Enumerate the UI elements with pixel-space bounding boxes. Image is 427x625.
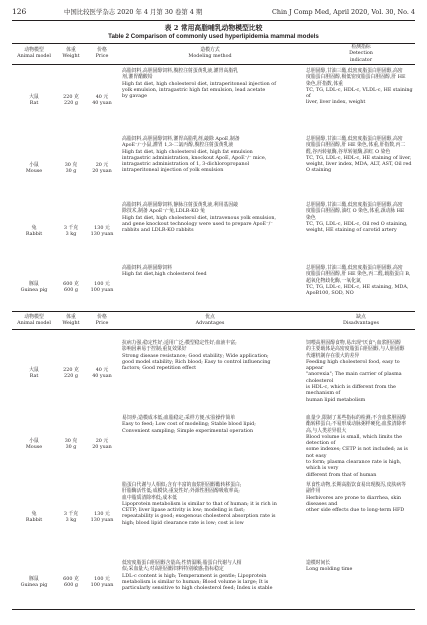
- row-detection-indicator-line: TC, TG, LDL-c, HDL-c, Oil red O staining,: [306, 220, 408, 227]
- row-detection-indicator-line: 度脂蛋白胆固醇,油红 O 染色,体重,颈动脉 HE: [306, 208, 405, 215]
- page-number: 126: [12, 7, 27, 16]
- row-detection-indicator-line: 度脂蛋白胆固醇,极低密度脂蛋白胆固醇,肝 HE: [306, 74, 406, 81]
- header-detection-indicator-line: indicator: [349, 56, 373, 63]
- row-advantages-line: factors; Good repetition effect: [122, 365, 197, 372]
- header-advantages: [122, 314, 298, 327]
- row-animal-name-line: Mouse: [25, 444, 43, 450]
- header-weight-line: 体重: [66, 314, 76, 320]
- header-price: [87, 314, 117, 327]
- row-disadvantages: [306, 482, 416, 513]
- row-disadvantages-line: human lipid metabolism: [306, 396, 366, 403]
- row-advantages-line: metabolism is similar to human; Blood volume is large; It is: [122, 578, 269, 585]
- row-disadvantages-line: 造模时间长: [306, 560, 331, 566]
- row-disadvantages-line: other side effects due to long-term HFD: [306, 507, 405, 514]
- row-detection-indicator-line: weight, HE staining of carotid artery: [306, 227, 397, 234]
- row-modeling-method-line: High fat diet, high cholesterol diet, intravenous yolk emulsion,: [122, 214, 277, 221]
- row-price-line: 20 yuan: [92, 168, 112, 174]
- row-detection-indicator-line: 总胆固醇,甘油三酯,低密度脂蛋白胆固醇,高密: [306, 265, 403, 271]
- row-price-line: 20 yuan: [92, 444, 112, 450]
- row-advantages-line: 肝脂酶活性低;成模快;重复性好;外源性胆固醇吸收率高;: [122, 488, 240, 495]
- row-detection-indicator: [306, 202, 416, 233]
- row-disadvantages-line: is HDL-c, which is different from the mechanism of: [306, 384, 396, 397]
- row-weight-line: 600 g: [64, 287, 78, 293]
- row-animal-name-line: Guinea pig: [20, 582, 48, 588]
- header-weight: [56, 47, 86, 60]
- row-advantages-line: 似;采血量大;对高胆固醇饲料特别敏感;指标稳定: [122, 566, 224, 573]
- row-animal-name: [12, 415, 56, 473]
- row-weight: [56, 68, 86, 132]
- row-modeling-method-line: and gene knockout technology were used to prepare ApoE⁻/⁻: [122, 220, 273, 227]
- header-rule-part1: [12, 64, 415, 65]
- row-advantages-line: Lipoprotein metabolism is similar to that of human; it is rich in: [122, 500, 277, 507]
- row-price: [87, 68, 117, 132]
- row-detection-indicator-line: 染色,肝指数,体重: [306, 80, 343, 87]
- row-animal-name-line: 豚鼠: [29, 575, 39, 582]
- row-modeling-method-line: intraperitoneal injection of yolk emulsion: [122, 167, 224, 174]
- row-detection-indicator-line: TC, TG, LDL-c, HDL-c, VLDL-c, HE staining of: [306, 86, 413, 100]
- header-animal-model: [12, 314, 56, 327]
- table-caption-en: Table 2 Comparison of commonly used hyperlipidemia mammal models: [108, 33, 319, 40]
- journal-title-en: Chin J Comp Med, April 2020, Vol. 30, No. 4: [271, 8, 415, 16]
- row-weight: [56, 482, 86, 552]
- row-detection-indicator-line: 超氧化物歧化酶,一氧化氮: [306, 277, 361, 284]
- row-weight: [56, 340, 86, 406]
- row-weight-line: 3 千克: [63, 224, 79, 231]
- row-advantages-line: 抗病力强;稳定性好;适用广泛;模型稳定性好;血液丰富;: [122, 340, 237, 346]
- row-detection-indicator-line: O staining: [306, 167, 332, 174]
- row-price-line: 100 yuan: [90, 582, 114, 588]
- row-weight: [56, 136, 86, 200]
- row-modeling-method-line: 高脂饲料,高胆固醇饲料,腹腔注射蛋黄乳液,灌胃高脂乳: [122, 68, 239, 74]
- row-price-line: 100 元: [94, 280, 110, 287]
- row-detection-indicator-line: liver, liver index, weight: [306, 99, 366, 106]
- row-modeling-method-line: 除技术,制备 ApoE⁻/⁻兔,LDLR-KO 兔: [122, 208, 205, 215]
- row-advantages-line: Convenient sampling; Simple experimental operation: [122, 427, 254, 434]
- header-animal-model-line: 动物模型: [24, 47, 44, 53]
- row-detection-indicator: [306, 68, 416, 106]
- row-advantages-line: LDL-c content is high; Temperament is gentle; Lipoprotein: [122, 572, 267, 579]
- row-modeling-method-line: ApoE⁻/⁻小鼠,灌胃 1,3-二氯丙醇,腹腔注射蛋黄乳液: [122, 142, 234, 149]
- row-detection-indicator-line: TC, TG, LDL-c, HDL-c, HE staining, MDA,: [306, 283, 409, 290]
- row-disadvantages-line: "anorexia"; The main carrier of plasma cholesterol: [306, 371, 402, 384]
- header-modeling-method: [122, 47, 298, 60]
- row-animal-name-line: 小鼠: [29, 437, 39, 444]
- row-animal-name: [12, 265, 56, 309]
- row-disadvantages-line: 高,与人类差异很大: [306, 427, 347, 434]
- row-disadvantages-line: 副作用: [306, 488, 321, 495]
- row-weight-line: 3 kg: [65, 517, 77, 523]
- row-weight-line: 220 克: [63, 366, 79, 373]
- row-weight-line: 220 g: [64, 373, 78, 379]
- row-advantages-line: 脂蛋白代谢与人相似;含有丰富的血浆胆固醇酯转移蛋白;: [122, 482, 242, 488]
- header-weight: [56, 314, 86, 327]
- row-advantages-line: high; blood lipid clearance rate is low; cost is low: [122, 519, 244, 526]
- row-modeling-method-line: by gavage: [122, 93, 147, 100]
- row-detection-indicator-line: ApoB100, SOD, NO: [306, 290, 354, 297]
- row-modeling-method-line: 高脂饲料,高胆固醇饲料,灌胃高脂乳剂,敲除 ApoE,制备: [122, 136, 240, 142]
- row-modeling-method: [122, 68, 298, 99]
- header-price-line: Price: [95, 53, 109, 60]
- row-disadvantages-line: some indexes; CETP is not included; as is not easy: [306, 446, 408, 459]
- header-animal-model-line: 动物模型: [24, 314, 44, 320]
- row-disadvantages-line: 饲喂高胆固醇食物,易出现"厌食";血浆胆固醇: [306, 340, 401, 346]
- row-disadvantages-line: 酯转移蛋白;不易形成动脉粥样硬化;血浆清除率: [306, 421, 407, 428]
- row-advantages-line: 影响因素易于控制;重复效果好: [122, 346, 187, 353]
- row-advantages: [122, 482, 298, 526]
- row-price: [87, 560, 117, 604]
- header-price: [87, 47, 117, 60]
- table-bottom-rule: [12, 609, 415, 610]
- header-weight-line: Weight: [62, 53, 80, 60]
- row-disadvantages-line: 草食性动物,长期高脂饮食易出现腹泻,皮肤病等: [306, 482, 406, 488]
- row-modeling-method-line: 剂,灌胃醋酸铅: [122, 74, 153, 81]
- row-price-line: 100 元: [94, 575, 110, 582]
- row-advantages-line: 低密度脂蛋白胆固醇含量高;性情温顺;脂蛋白代谢与人相: [122, 560, 242, 566]
- header-rule-part2: [12, 329, 415, 330]
- header-disadvantages: [306, 314, 416, 327]
- row-advantages: [122, 415, 298, 434]
- row-animal-name: [12, 482, 56, 552]
- row-weight: [56, 560, 86, 604]
- row-weight-line: 600 克: [63, 575, 79, 582]
- row-animal-name-line: 兔: [31, 224, 37, 231]
- header-detection-indicator-line: 检测指标: [351, 44, 371, 50]
- row-weight-line: 220 g: [64, 100, 78, 106]
- row-advantages-line: good model stability; Rich blood; Easy to control influencing: [122, 358, 271, 365]
- row-advantages-line: Strong disease resistance; Good stability; Wide application;: [122, 352, 269, 359]
- row-weight-line: 30 克: [64, 437, 78, 444]
- row-disadvantages: [306, 415, 416, 478]
- row-price-line: 130 元: [94, 224, 110, 231]
- row-animal-name-line: Rabbit: [25, 517, 43, 523]
- row-modeling-method-line: High fat diet,high cholesterol feed: [122, 271, 207, 278]
- row-animal-name-line: Rat: [29, 373, 39, 379]
- row-animal-name: [12, 340, 56, 406]
- header-rule: [12, 20, 415, 21]
- row-modeling-method-line: High fat diet, high cholesterol diet, intraperitoneal injection of: [122, 80, 277, 87]
- row-price: [87, 482, 117, 552]
- row-price-line: 130 元: [94, 510, 110, 517]
- row-modeling-method-line: High fat diet, high cholesterol diet, high fat emulsion: [122, 148, 253, 155]
- row-detection-indicator-line: 度脂蛋白胆固醇,肝 HE 染色,体重,肝指数,丙二: [306, 142, 406, 149]
- row-advantages: [122, 560, 298, 591]
- row-price-line: 130 yuan: [90, 231, 114, 237]
- row-modeling-method: [122, 136, 298, 174]
- row-disadvantages-line: Feeding high cholesterol food, easy to appear: [306, 358, 400, 372]
- header-modeling-method-line: 造模方式: [200, 47, 220, 53]
- row-advantages-line: repeatability is good; exogenous cholesterol absorption rate is: [122, 513, 276, 520]
- row-detection-indicator-line: weight, liver index, MDA, ALT, AST, Oil red: [306, 161, 412, 168]
- row-detection-indicator-line: 染色: [306, 214, 316, 221]
- row-weight-line: 30 g: [65, 444, 77, 450]
- row-detection-indicator-line: 总胆固醇,甘油三酯,低密度脂蛋白胆固醇,高密: [306, 68, 403, 74]
- row-advantages: [122, 340, 298, 371]
- row-advantages-line: 血中脂质清除率低;成本低: [122, 494, 177, 501]
- row-disadvantages-line: Herbivores are prone to diarrhea, skin diseases and: [306, 494, 401, 507]
- row-detection-indicator-line: 度脂蛋白胆固醇,肝 HE 染色,丙二醛,载脂蛋白 B,: [306, 271, 411, 278]
- header-detection-indicator-line: Detection: [349, 50, 373, 57]
- row-price: [87, 265, 117, 309]
- header-animal-model-line: Animal model: [17, 320, 51, 327]
- running-header: [12, 6, 415, 18]
- row-modeling-method-line: intragastric administration of 1, 3-dichloropropanol: [122, 161, 250, 168]
- row-disadvantages: [306, 340, 416, 403]
- row-detection-indicator-line: 总胆固醇,甘油三酯,低密度脂蛋白胆固醇,高密: [306, 136, 403, 142]
- row-modeling-method-line: intragastric administration, knockout ApoE, ApoE⁻/⁻ mice,: [122, 154, 267, 161]
- journal-title-cn: 中国比较医学杂志 2020 年 4 月第 30 卷第 4 期: [64, 8, 203, 16]
- header-advantages-line: 优点: [205, 314, 215, 320]
- row-animal-name-line: Mouse: [25, 168, 43, 174]
- row-disadvantages-line: Long molding time: [306, 566, 353, 573]
- header-price-line: 价格: [97, 47, 107, 53]
- header-advantages-line: Advantages: [195, 320, 225, 327]
- header-weight-line: Weight: [62, 320, 80, 327]
- row-price-line: 40 yuan: [92, 373, 112, 379]
- row-disadvantages-line: Blood volume is small, which limits the detection of: [306, 433, 402, 447]
- header-detection-indicator: [306, 44, 416, 63]
- header-disadvantages-line: Disadvantages: [343, 320, 379, 327]
- row-disadvantages-line: 代谢机制存在很大的差异: [306, 352, 360, 359]
- row-weight: [56, 265, 86, 309]
- row-animal-name-line: 小鼠: [29, 161, 39, 168]
- row-weight-line: 600 克: [63, 280, 79, 287]
- row-animal-name: [12, 136, 56, 200]
- row-price-line: 20 元: [95, 161, 109, 168]
- header-animal-model: [12, 47, 56, 60]
- row-price: [87, 340, 117, 406]
- row-modeling-method: [122, 202, 298, 233]
- row-animal-name-line: 大鼠: [29, 366, 39, 373]
- row-modeling-method-line: 高脂饲料,高胆固醇饲料: [122, 265, 172, 271]
- row-animal-name-line: 豚鼠: [29, 280, 39, 287]
- header-price-line: 价格: [97, 314, 107, 320]
- row-animal-name-line: Guinea pig: [20, 287, 48, 293]
- row-weight-line: 30 克: [64, 161, 78, 168]
- row-animal-name-line: 大鼠: [29, 93, 39, 100]
- row-animal-name: [12, 202, 56, 260]
- row-price-line: 40 元: [95, 93, 109, 100]
- row-modeling-method: [122, 265, 298, 278]
- row-detection-indicator-line: 醛,谷丙转氨酶,谷草转氨酶,油红 O 染色: [306, 148, 391, 155]
- row-advantages-line: 易饲养;造模成本低;血脂稳定;采样方便;实验操作简单: [122, 415, 236, 421]
- row-price: [87, 202, 117, 260]
- row-price-line: 40 元: [95, 366, 109, 373]
- row-detection-indicator-line: 总胆固醇,甘油三酯,低密度脂蛋白胆固醇,高密: [306, 202, 403, 208]
- header-animal-model-line: Animal model: [17, 53, 51, 60]
- row-animal-name: [12, 560, 56, 604]
- row-weight-line: 600 g: [64, 582, 78, 588]
- row-disadvantages-line: different from that of human: [306, 471, 377, 478]
- header-price-line: Price: [95, 320, 109, 327]
- row-weight: [56, 415, 86, 473]
- row-modeling-method-line: yolk emulsion, intragastric high fat emulsion, lead acetate: [122, 86, 266, 93]
- row-price-line: 100 yuan: [90, 287, 114, 293]
- row-weight-line: 3 千克: [63, 510, 79, 517]
- row-detection-indicator-line: TC, TG, LDL-c, HDL-c, HE staining of liver,: [306, 154, 412, 161]
- row-detection-indicator: [306, 265, 416, 296]
- header-weight-line: 体重: [66, 47, 76, 53]
- row-weight-line: 220 克: [63, 93, 79, 100]
- part1-bottom-rule: [12, 311, 415, 312]
- row-animal-name-line: Rat: [29, 100, 39, 106]
- row-disadvantages: [306, 560, 416, 573]
- row-weight-line: 30 g: [65, 168, 77, 174]
- row-disadvantages-line: to form; plasma clearance rate is high, which is very: [306, 459, 402, 472]
- header-modeling-method-line: Modeling method: [188, 53, 232, 60]
- row-disadvantages-line: 的主要载体是高密度脂蛋白胆固醇,与人胆固醇: [306, 346, 405, 353]
- row-price: [87, 136, 117, 200]
- row-price-line: 40 yuan: [92, 100, 112, 106]
- row-animal-name-line: 兔: [31, 510, 37, 517]
- row-price: [87, 415, 117, 473]
- row-price-line: 20 元: [95, 437, 109, 444]
- row-disadvantages-line: 血量少,限制了某些指标的检测;不含血浆胆固醇: [306, 415, 407, 421]
- row-advantages-line: CETP; liver lipase activity is low; modeling is fast;: [122, 507, 245, 514]
- row-animal-name-line: Rabbit: [25, 231, 43, 237]
- row-modeling-method-line: rabbits and LDLR-KO rabbits: [122, 227, 194, 234]
- header-disadvantages-line: 缺点: [356, 314, 366, 320]
- row-weight-line: 3 kg: [65, 231, 77, 237]
- row-price-line: 130 yuan: [90, 517, 114, 523]
- row-weight: [56, 202, 86, 260]
- row-advantages-line: Easy to feed; Low cost of modeling; Stable blood lipid;: [122, 421, 256, 428]
- row-advantages-line: particularly sensitive to high cholesterol feed; Index is stable: [122, 585, 273, 592]
- table-caption-cn: 表 2 常用高脂哺乳动物模型比较: [164, 24, 263, 32]
- row-detection-indicator: [306, 136, 416, 174]
- row-animal-name: [12, 68, 56, 132]
- row-modeling-method-line: 高脂饲料,高胆固醇饲料,静脉注射蛋黄乳液,利用基因敲: [122, 202, 239, 208]
